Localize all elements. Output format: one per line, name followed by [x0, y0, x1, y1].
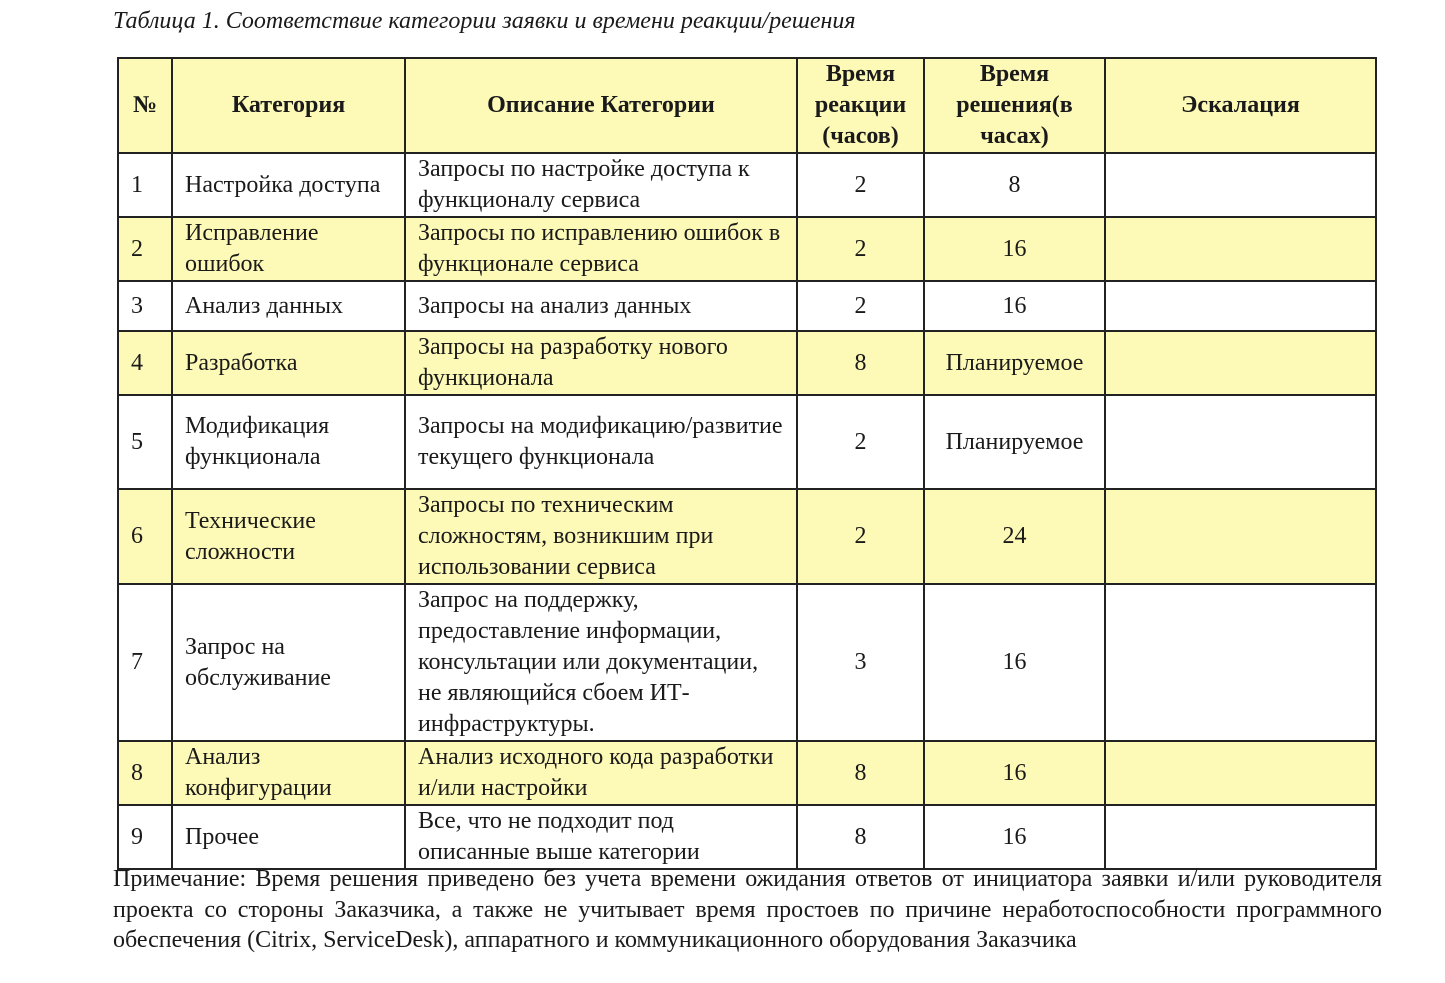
- row-description: Запрос на поддержку, предоставление информации, консультации или документации, не являющийся сбоем ИТ-инфраструктуры.: [405, 584, 797, 741]
- row-resolution-time: 24: [924, 489, 1105, 584]
- row-resolution-time: Планируемое: [924, 331, 1105, 395]
- row-reaction-time: 2: [797, 489, 924, 584]
- table-row: [118, 217, 1376, 281]
- row-reaction-time: 3: [797, 584, 924, 741]
- row-description: Анализ исходного кода разработки и/или настройки: [405, 741, 797, 805]
- table-row: [118, 741, 1376, 805]
- row-escalation: [1105, 584, 1376, 741]
- row-escalation: [1105, 395, 1376, 489]
- category-table: [117, 57, 1377, 870]
- table-row: [118, 153, 1376, 217]
- table-row: [118, 584, 1376, 741]
- row-num: 2: [118, 217, 172, 281]
- row-description: Запросы по техническим сложностям, возникшим при использовании сервиса: [405, 489, 797, 584]
- row-description: Запросы по настройке доступа к функционалу сервиса: [405, 153, 797, 217]
- row-num: 5: [118, 395, 172, 489]
- row-description: Запросы на модификацию/развитие текущего функционала: [405, 395, 797, 489]
- table-row: [118, 331, 1376, 395]
- row-escalation: [1105, 153, 1376, 217]
- row-reaction-time: 2: [797, 153, 924, 217]
- header-escalation: Эскалация: [1105, 58, 1376, 153]
- row-resolution-time: 16: [924, 281, 1105, 331]
- table-row: [118, 805, 1376, 869]
- row-description: Все, что не подходит под описанные выше категории: [405, 805, 797, 869]
- row-reaction-time: 8: [797, 741, 924, 805]
- table-caption: Таблица 1. Соответствие категории заявки и времени реакции/решения: [113, 8, 856, 34]
- row-category: Технические сложности: [172, 489, 405, 584]
- row-reaction-time: 2: [797, 395, 924, 489]
- table-header-row: [118, 58, 1376, 153]
- row-category: Настройка доступа: [172, 153, 405, 217]
- row-resolution-time: 16: [924, 584, 1105, 741]
- row-num: 3: [118, 281, 172, 331]
- row-category: Разработка: [172, 331, 405, 395]
- row-escalation: [1105, 489, 1376, 584]
- row-num: 4: [118, 331, 172, 395]
- header-category: Категория: [172, 58, 405, 153]
- row-num: 6: [118, 489, 172, 584]
- row-category: Модификация функционала: [172, 395, 405, 489]
- row-num: 1: [118, 153, 172, 217]
- table-row: [118, 281, 1376, 331]
- header-reaction-time: Время реакции (часов): [797, 58, 924, 153]
- header-num: №: [118, 58, 172, 153]
- row-escalation: [1105, 331, 1376, 395]
- row-category: Прочее: [172, 805, 405, 869]
- row-num: 7: [118, 584, 172, 741]
- header-resolution-time: Время решения(в часах): [924, 58, 1105, 153]
- row-resolution-time: 16: [924, 217, 1105, 281]
- row-reaction-time: 8: [797, 331, 924, 395]
- row-escalation: [1105, 741, 1376, 805]
- row-escalation: [1105, 281, 1376, 331]
- row-resolution-time: 16: [924, 741, 1105, 805]
- row-escalation: [1105, 217, 1376, 281]
- row-resolution-time: Планируемое: [924, 395, 1105, 489]
- table-row: [118, 489, 1376, 584]
- row-escalation: [1105, 805, 1376, 869]
- row-resolution-time: 8: [924, 153, 1105, 217]
- row-description: Запросы на анализ данных: [405, 281, 797, 331]
- row-category: Запрос на обслуживание: [172, 584, 405, 741]
- row-reaction-time: 2: [797, 281, 924, 331]
- row-category: Анализ данных: [172, 281, 405, 331]
- row-description: Запросы по исправлению ошибок в функционале сервиса: [405, 217, 797, 281]
- header-description: Описание Категории: [405, 58, 797, 153]
- row-resolution-time: 16: [924, 805, 1105, 869]
- row-category: Исправление ошибок: [172, 217, 405, 281]
- row-reaction-time: 8: [797, 805, 924, 869]
- table-row: [118, 395, 1376, 489]
- footnote: Примечание: Время решения приведено без учета времени ожидания ответов от инициатора заявки и/или руководителя проекта со стороны Заказчика, а также не учитывает время простоев по причине неработоспособности программного обеспечения (Citrix, ServiceDesk), аппаратного и коммуникационного оборудования Заказчика: [113, 866, 1382, 953]
- row-reaction-time: 2: [797, 217, 924, 281]
- row-category: Анализ конфигурации: [172, 741, 405, 805]
- row-description: Запросы на разработку нового функционала: [405, 331, 797, 395]
- row-num: 9: [118, 805, 172, 869]
- row-num: 8: [118, 741, 172, 805]
